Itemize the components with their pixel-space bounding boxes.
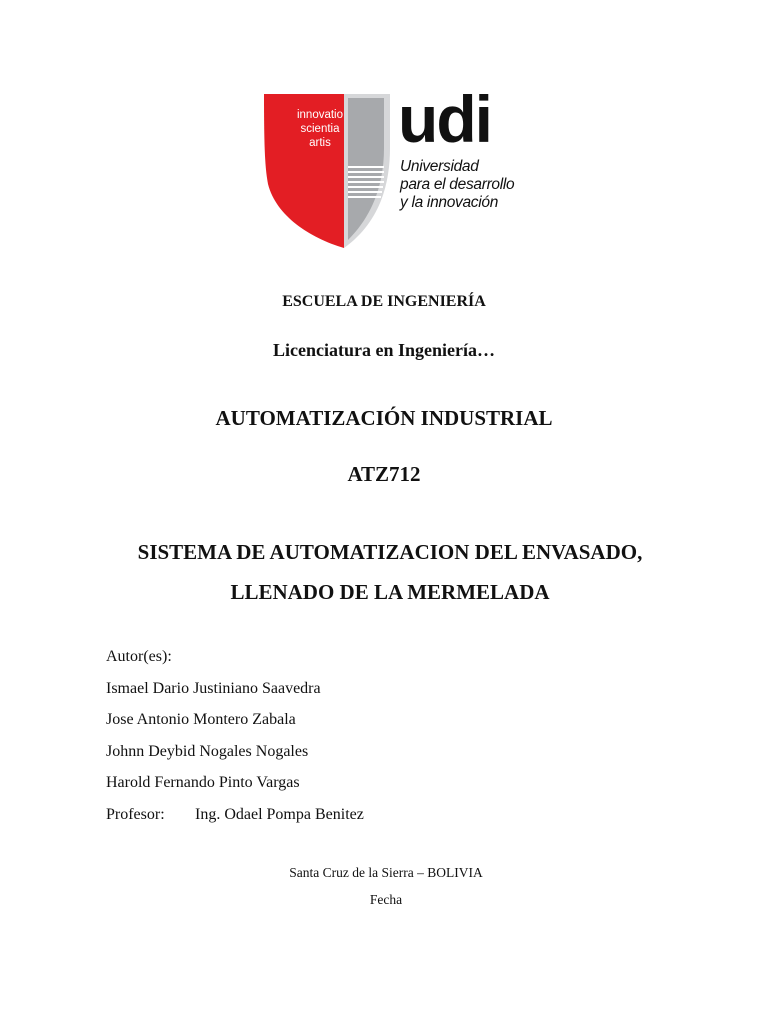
- course-code: ATZ712: [347, 462, 421, 486]
- motto-line: innovatio: [296, 109, 344, 121]
- author-name: Jose Antonio Montero Zabala: [106, 711, 296, 728]
- course-name: AUTOMATIZACIÓN INDUSTRIAL: [215, 406, 553, 430]
- location: Santa Cruz de la Sierra – BOLIVIA: [289, 865, 483, 880]
- document-title-line-1: SISTEMA DE AUTOMATIZACION DEL ENVASADO,: [137, 540, 643, 564]
- date-label: Fecha: [369, 892, 403, 907]
- professor-row: [106, 805, 364, 837]
- school-name: ESCUELA DE INGENIERÍA: [282, 293, 486, 310]
- author-name: Johnn Deybid Nogales Nogales: [106, 742, 309, 760]
- authors-label: Autor(es):: [106, 648, 172, 665]
- logo-subtitle-line: para el desarrollo: [400, 176, 515, 193]
- degree-name: Licenciatura en Ingeniería…: [273, 340, 495, 360]
- authors-block: [106, 647, 364, 836]
- logo-subtitle-line: Universidad: [400, 158, 479, 175]
- author-name: Harold Fernando Pinto Vargas: [106, 774, 300, 791]
- motto-line: artis: [309, 137, 331, 149]
- logo-motto: [272, 108, 368, 150]
- author-name: Ismael Dario Justiniano Saavedra: [106, 679, 321, 697]
- document-title-line-2: LLENADO DE LA MERMELADA: [230, 580, 550, 604]
- logo-subtitle-line: y la innovación: [400, 194, 499, 211]
- professor-name: Ing. Odael Pompa Benitez: [195, 805, 364, 823]
- professor-label: Profesor:: [106, 805, 165, 823]
- university-logo: [262, 82, 532, 258]
- logo-wordmark: udi: [398, 82, 491, 156]
- motto-line: scientia: [300, 123, 340, 135]
- logo-subtitle: [400, 158, 514, 212]
